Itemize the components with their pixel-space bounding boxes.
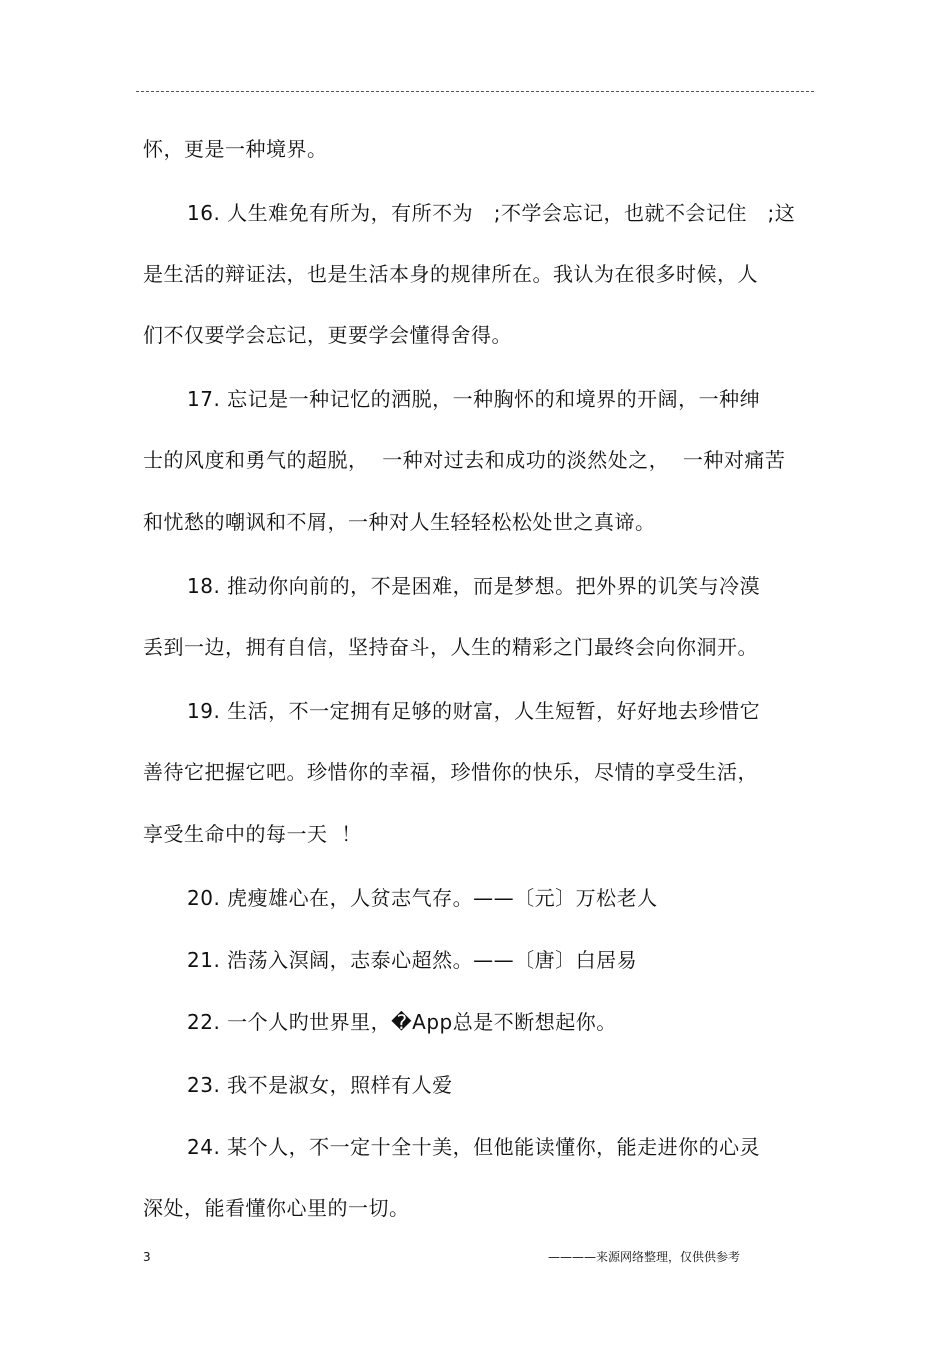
text-line: 22. 一个人旳世界里，�App总是不断想起你。	[187, 1010, 617, 1034]
header-divider	[136, 91, 814, 92]
text-line: 23. 我不是淑女，照样有人爱	[187, 1073, 453, 1097]
text-line: 和忧愁的嘲讽和不屑，一种对人生轻轻松松处世之真谛。	[143, 510, 656, 534]
text-line: 16. 人生难免有所为，有所不为 ;不学会忘记，也就不会记住 ;这	[187, 201, 796, 225]
text-line: 17. 忘记是一种记忆的洒脱，一种胸怀的和境界的开阔，一种绅	[187, 387, 761, 411]
text-line: 是生活的辩证法，也是生活本身的规律所在。我认为在很多时候，人	[143, 262, 758, 286]
footer-note: ————来源网络整理，仅供供参考	[548, 1250, 741, 1264]
text-line: 享受生命中的每一天 ！	[143, 822, 362, 846]
text-line: 20. 虎瘦雄心在，人贫志气存。——〔元〕万松老人	[187, 886, 658, 910]
text-line: 24. 某个人，不一定十全十美，但他能读懂你，能走进你的心灵	[187, 1135, 761, 1159]
text-line: 19. 生活，不一定拥有足够的财富，人生短暂，好好地去珍惜它	[187, 699, 761, 723]
text-line: 怀，更是一种境界。	[143, 137, 328, 161]
text-line: 21. 浩荡入溟阔，志泰心超然。——〔唐〕白居易	[187, 948, 638, 972]
text-line: 18. 推动你向前的，不是困难，而是梦想。把外界的讥笑与冷漠	[187, 574, 761, 598]
text-line: 丢到一边，拥有自信，坚持奋斗，人生的精彩之门最终会向你洞开。	[143, 635, 758, 659]
text-line: 士的风度和勇气的超脱， 一种对过去和成功的淡然处之， 一种对痛苦	[143, 448, 786, 472]
text-line: 深处，能看懂你心里的一切。	[143, 1196, 410, 1220]
text-line: 们不仅要学会忘记，更要学会懂得舍得。	[143, 323, 512, 347]
page-number: 3	[143, 1250, 151, 1264]
text-line: 善待它把握它吧。珍惜你的幸福，珍惜你的快乐，尽情的享受生活，	[143, 760, 758, 784]
